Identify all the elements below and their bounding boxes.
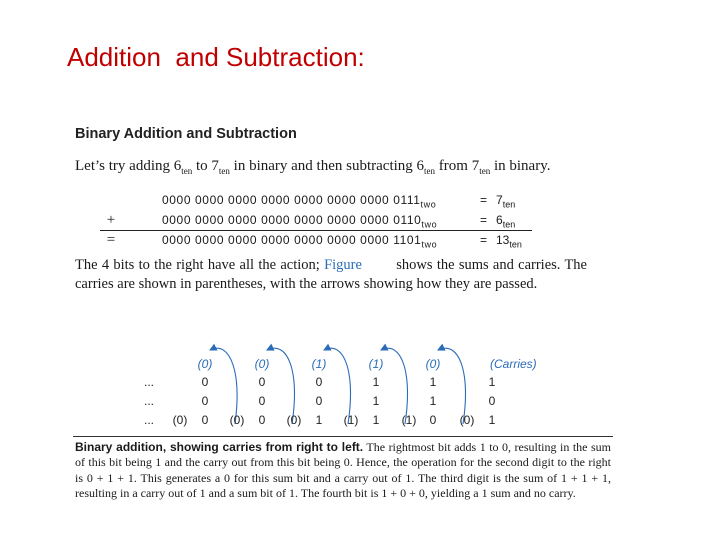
row-ellipsis: ... xyxy=(144,413,155,427)
explanation-paragraph xyxy=(75,256,591,293)
sum-bit: 1 xyxy=(488,413,496,427)
operand-bit: 1 xyxy=(488,375,496,389)
carry-out: (0) xyxy=(229,413,245,427)
carry-out: (0) xyxy=(172,413,188,427)
subscript: ten xyxy=(509,239,522,250)
sum-bit: 0 xyxy=(258,413,266,427)
caption-divider xyxy=(73,436,613,437)
intro-text: in binary. xyxy=(490,158,551,174)
decimal-digits: 7 xyxy=(496,193,503,207)
operator: = xyxy=(106,232,116,248)
carry-figure xyxy=(130,332,600,432)
paragraph-text: The 4 bits to the right have all the action; xyxy=(75,257,325,273)
equals-sign: = xyxy=(480,193,488,207)
intro-text: in binary and then subtracting 6 xyxy=(229,158,425,174)
decimal-digits: 13 xyxy=(496,233,510,247)
operand-bit: 1 xyxy=(429,394,437,408)
operand-bit: 0 xyxy=(201,394,209,408)
slide-title: Addition and Subtraction: xyxy=(67,42,365,72)
operand-bit: 0 xyxy=(258,394,266,408)
carry-label: (1) xyxy=(311,357,327,371)
subscript: ten xyxy=(479,166,491,176)
carry-out: (0) xyxy=(286,413,302,427)
binary-digits: 0000 0000 0000 0000 0000 0000 0000 0110 xyxy=(162,213,422,227)
equals-sign: = xyxy=(480,233,488,247)
carry-label: (0) xyxy=(254,357,270,371)
subscript: ten xyxy=(502,219,516,230)
operand-bit: 1 xyxy=(429,375,437,389)
paragraph-text: shows the sums and carries. The carries are shown in parentheses, with the arrows showing how they are passed. xyxy=(75,257,591,292)
sum-row-result xyxy=(100,230,532,250)
equals-sign: = xyxy=(480,213,488,227)
carry-label: (1) xyxy=(368,357,384,371)
subscript: ten xyxy=(218,166,230,176)
carry-out: (0) xyxy=(459,413,475,427)
sum-bit: 0 xyxy=(429,413,437,427)
subscript: two xyxy=(421,219,438,230)
carry-out: (1) xyxy=(343,413,359,427)
subscript: two xyxy=(420,199,437,210)
row-ellipsis: ... xyxy=(144,375,155,389)
row-ellipsis: ... xyxy=(144,394,155,408)
operand-bit: 1 xyxy=(372,394,380,408)
carry-label: (0) xyxy=(197,357,213,371)
sum-bit: 0 xyxy=(201,413,209,427)
binary-digits: 0000 0000 0000 0000 0000 0000 0000 0111 xyxy=(162,193,421,207)
decimal-value xyxy=(496,230,522,254)
section-heading: Binary Addition and Subtraction xyxy=(75,126,297,142)
intro-text: Let’s try adding 6 xyxy=(75,158,182,174)
decimal-digits: 6 xyxy=(496,213,503,227)
operator: + xyxy=(106,212,116,228)
caption-text: The rightmost bit adds 1 to 0, resulting in the sum of this bit being 1 and the carry out from this bit being 0. Hence, the operation for the second digit to the right is 0 + 1 + 1. This generates a 0 for this sum bit and a carry out of 1. The third digit is the sum of 1 + 1 + 1, resulting in a carry out of 1 and a sum bit of 1. The fourth bit is 1 + 0 + 0, yielding a 1 sum and no carry. xyxy=(75,440,611,501)
subscript: two xyxy=(421,239,438,250)
subscript: ten xyxy=(502,199,516,210)
operand-bit: 0 xyxy=(201,375,209,389)
subscript: ten xyxy=(424,166,436,176)
caption-title: Binary addition, showing carries from right to left. xyxy=(75,440,364,454)
figure-caption xyxy=(75,440,611,502)
carry-label: (0) xyxy=(425,357,441,371)
operand-bit: 0 xyxy=(488,394,496,408)
intro-text: to 7 xyxy=(192,158,219,174)
operand-bit: 0 xyxy=(258,375,266,389)
operand-bit: 0 xyxy=(315,394,323,408)
operand-bit: 1 xyxy=(372,375,380,389)
figure-link[interactable]: Figure xyxy=(324,257,362,273)
sum-row-second xyxy=(100,210,532,230)
subscript: ten xyxy=(181,166,193,176)
intro-sentence xyxy=(75,158,550,176)
operand-bit: 0 xyxy=(315,375,323,389)
sum-bit: 1 xyxy=(315,413,323,427)
binary-digits: 0000 0000 0000 0000 0000 0000 0000 1101 xyxy=(162,233,422,247)
sum-bit: 1 xyxy=(372,413,380,427)
binary-value xyxy=(162,230,437,254)
intro-text: from 7 xyxy=(435,158,480,174)
sum-row-first xyxy=(100,190,532,210)
binary-sum-table xyxy=(100,190,532,250)
carries-legend: (Carries) xyxy=(490,357,537,371)
carry-out: (1) xyxy=(401,413,417,427)
